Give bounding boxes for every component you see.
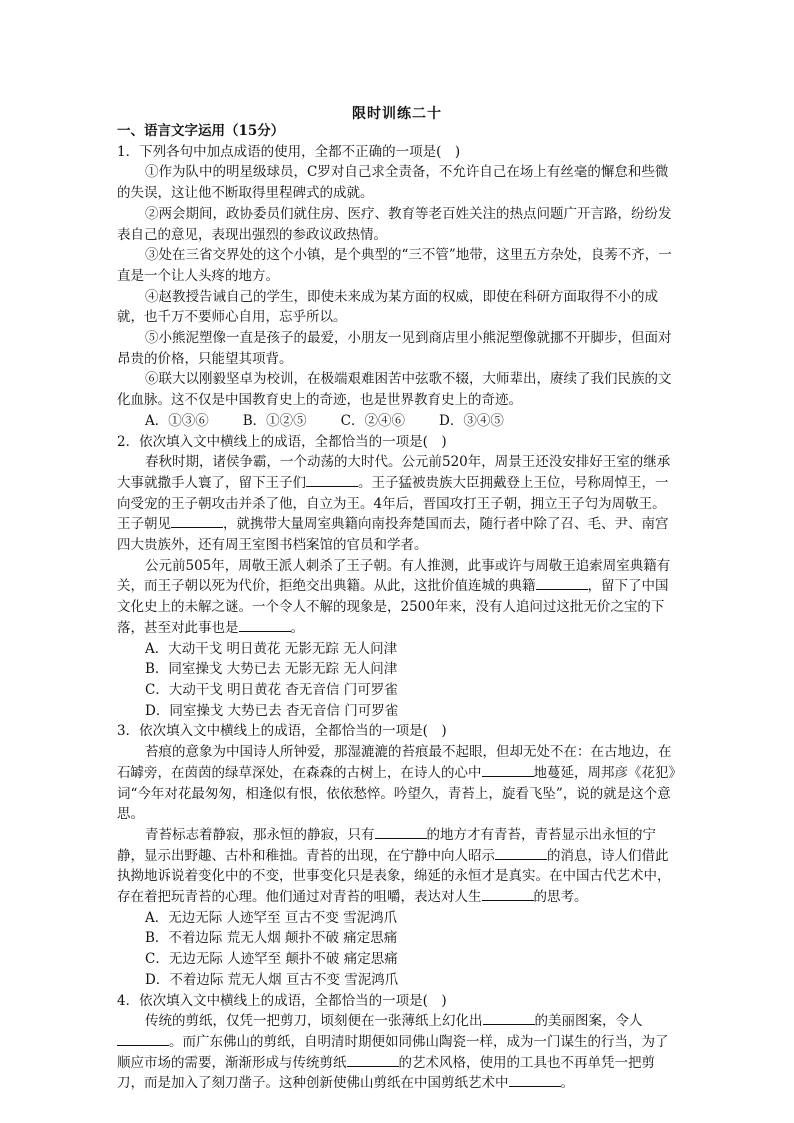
q1-options bbox=[117, 411, 677, 432]
q3-paragraph-1: 苔痕的意象为中国诗人所钟爱，那湿漉漉的苔痕最不起眼，但却无处不在：在古地边，在石罅旁，在茵茵的绿草深处，在森森的古树上，在诗人的心中 地蔓延，周邦彦《花犯》词“今年对花最匆匆，相逢似有恨，依依愁悴。吟望久，青苔上，旋看飞坠”，说的就是这个意思。 bbox=[117, 744, 676, 823]
q1-sentence-1: ①作为队中的明星级球员，C罗对自己求全责备，不允许自己在场上有丝毫的懈怠和些微的失误，这让他不断取得里程碑式的成就。 bbox=[117, 164, 669, 202]
q3-option-c: C．无边无际 人迹罕至 颠扑不破 痛定思痛 bbox=[145, 951, 398, 968]
answer-blank bbox=[536, 577, 588, 590]
q2-option-a: A．大动干戈 明日黄花 无影无踪 无人问津 bbox=[145, 640, 398, 657]
answer-blank bbox=[482, 888, 534, 901]
q1-option-b: B．①②⑤ bbox=[242, 412, 307, 429]
q1-sentence-4: ④赵教授告诫自己的学生，即使未来成为某方面的权威，即使在科研方面取得不小的成就，也千万不要师心自用，忘乎所以。 bbox=[117, 288, 658, 326]
q1-option-a: A．①③⑥ bbox=[145, 412, 209, 429]
answer-blank bbox=[306, 474, 358, 487]
answer-blank bbox=[509, 1074, 561, 1087]
answer-blank bbox=[171, 515, 223, 528]
q2-option-c: C．大动干戈 明日黄花 杳无音信 门可罗雀 bbox=[145, 681, 398, 698]
q1-option-c: C．②④⑥ bbox=[340, 412, 406, 429]
answer-blank bbox=[375, 826, 427, 839]
question-2-stem: 2．依次填入文中横线上的成语，全都恰当的一项是( ) bbox=[117, 433, 447, 450]
q2-paragraph-1: 春秋时期，诸侯争霸，一个动荡的大时代。公元前520年，周景王还没安排好王室的继承大事就撒手人寰了，留下王子们 。王子猛被贵族大臣拥戴登上王位，号称周悼王，一向受宠的王子朝攻击并杀了他，自立为王。4年后，晋国攻打王子朝，拥立王子匄为周敬王。王子朝见 ，就携带大量周室典籍向南投奔楚国而去，随行者中除了召、毛、尹、南宫四大贵族外，还有周王室图书档案馆的官员和学者。 bbox=[117, 454, 671, 554]
q4-paragraph-1: 传统的剪纸，仅凭一把剪刀，顷刻便在一张薄纸上幻化出 的美丽图案，令人。而广东佛山的剪纸，自明清时期便如同佛山陶瓷一样，成为一门谋生的行当，为了顺应市场的需要，渐渐形成与传统剪纸 的艺术风格，使用的工具也不再单凭一把剪刀，而是加入了刻刀凿子。这种创新使佛山剪纸在中国剪纸艺术中 。 bbox=[117, 1013, 669, 1092]
q3-paragraph-2: 青苔标志着静寂，那永恒的静寂，只有 的地方才有青苔，青苔显示出永恒的宁静，显示出野趣、古朴和稚拙。青苔的出现，在宁静中向人昭示 的消息，诗人们借此执拗地诉说着变化中的不变，世事变化只是表象，绵延的永恒才是真实。在中国古代艺术中，存在着把玩青苔的心理。他们通过对青苔的咀嚼，表达对人生 的思考。 bbox=[117, 826, 671, 906]
answer-blank bbox=[483, 1012, 535, 1025]
q1-sentence-5: ⑤小熊泥塑像一直是孩子的最爱，小朋友一见到商店里小熊泥塑像就挪不开脚步，但面对昂贵的价格，只能望其项背。 bbox=[117, 330, 672, 367]
answer-blank bbox=[239, 619, 291, 632]
question-1-stem: 1．下列各句中加点成语的使用，全都不正确的一项是( ) bbox=[117, 143, 461, 160]
q1-sentence-6: ⑥联大以刚毅坚卓为校训，在极端艰难困苦中弦歌不辍，大师辈出，赓续了我们民族的文化血脉。这不仅是中国教育史上的奇迹，也是世界教育史上的奇迹。 bbox=[117, 371, 672, 409]
q3-option-d: D．不着边际 荒无人烟 亘古不变 雪泥鸿爪 bbox=[145, 971, 399, 988]
answer-blank bbox=[117, 1033, 169, 1046]
q3-option-b: B．不着边际 荒无人烟 颠扑不破 痛定思痛 bbox=[145, 930, 398, 947]
question-3-stem: 3．依次填入文中横线上的成语，全都恰当的一项是( ) bbox=[117, 723, 447, 740]
q2-option-d: D．同室操戈 大势已去 杳无音信 门可罗雀 bbox=[145, 702, 399, 719]
q1-option-d: D．③④⑤ bbox=[439, 412, 504, 429]
q1-sentence-2: ②两会期间，政协委员们就住房、医疗、教育等老百姓关注的热点问题广开言路，纷纷发表自己的意见，表现出强烈的参政议政热情。 bbox=[117, 205, 672, 243]
answer-blank bbox=[482, 764, 534, 777]
page-title: 限时训练二十 bbox=[352, 106, 442, 122]
question-4-stem: 4．依次填入文中横线上的成语，全都恰当的一项是( ) bbox=[117, 992, 447, 1009]
answer-blank bbox=[347, 1054, 399, 1067]
q2-paragraph-2: 公元前505年，周敬王派人刺杀了王子朝。有人推测，此事或许与周敬王追索周室典籍有关，而王子朝以死为代价，拒绝交出典籍。从此，这批价值连城的典籍 ，留下了中国文化史上的未解之谜。一个令人不解的现象是，2500年来，没有人追问过这批无价之宝的下落，甚至对此事也是 。 bbox=[117, 557, 671, 636]
q3-option-a: A．无边无际 人迹罕至 亘古不变 雪泥鸿爪 bbox=[145, 909, 398, 926]
q1-sentence-3: ③处在三省交界处的这个小镇，是个典型的“三不管”地带，这里五方杂处，良莠不齐，一直是一个让人头疼的地方。 bbox=[117, 247, 672, 284]
section-heading: 一、语言文字运用（15分） bbox=[117, 123, 285, 139]
answer-blank bbox=[495, 847, 547, 860]
q2-option-b: B．同室操戈 大势已去 无影无踪 无人问津 bbox=[145, 661, 398, 678]
document-body bbox=[117, 121, 677, 1094]
